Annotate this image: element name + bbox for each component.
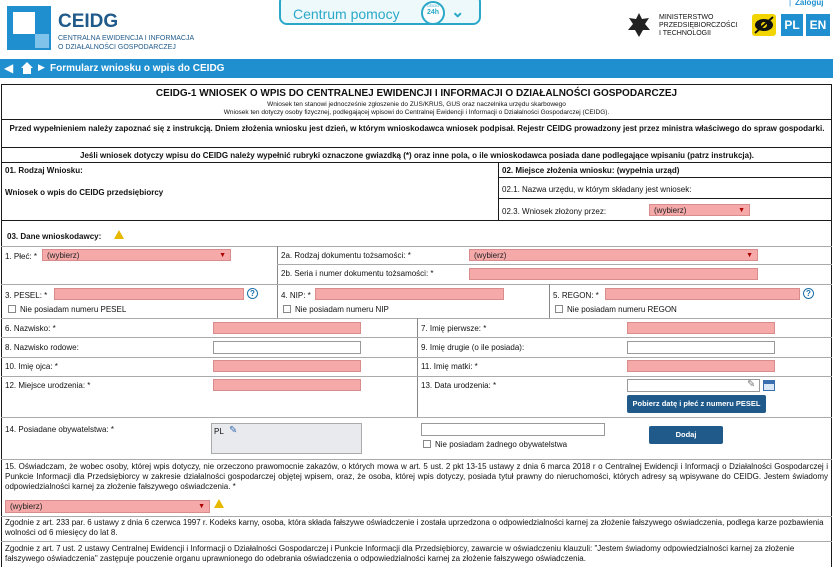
s023-select[interactable]	[649, 204, 750, 216]
login-link[interactable]: Zaloguj	[795, 0, 824, 7]
divider	[1, 376, 832, 377]
chevron-down-icon: ⌄	[451, 4, 465, 21]
nip-none-checkbox[interactable]	[283, 305, 291, 313]
obywatelstwo-none-label: Nie posiadam żadnego obywatelstwa	[435, 440, 568, 449]
breadcrumb-sep-icon: ▶	[38, 62, 45, 72]
back-arrow-icon[interactable]: ◀	[4, 61, 14, 75]
regon-label: 5. REGON: *	[553, 291, 599, 300]
ministry-name-2: PRZEDSIĘBIORCZOŚCI	[659, 22, 738, 29]
plec-select-value: (wybierz)	[47, 251, 80, 260]
frame-top	[1, 84, 832, 85]
site-header	[0, 0, 833, 57]
pesel-none-checkbox[interactable]	[8, 305, 16, 313]
form-subtitle-2: Wniosek ten dotyczy osoby fizycznej, podlegającej wpisowi do Centralnej Ewidencji i Informacji o Działalności Gospodarczej (CEIDG).	[223, 109, 610, 116]
help-center-button[interactable]	[279, 0, 481, 25]
regon-help-icon[interactable]: ?	[803, 288, 814, 299]
nip-none-label: Nie posiadam numeru NIP	[295, 305, 389, 314]
pesel-fill-button[interactable]: Pobierz datę i płeć z numeru PESEL	[627, 395, 766, 413]
form-title: CEIDG-1 WNIOSEK O WPIS DO CENTRALNEJ EWIDENCJI I INFORMACJI O DZIAŁALNOŚCI GOSPODARCZEJ	[155, 88, 678, 99]
law-note-2: Zgodnie z art. 7 ust. 2 ustawy Centralnej Ewidencji i Informacji o Działalności Gospodarczej i Punkcie Informacji dla Przedsiębiorcy, zawarcie w oświadczeniu klauzuli: "Jestem świadomy odpowiedzialności karnej za złożenie fałszywego oświadczenia" zastępuje pouczenie organu uprawnionego do odebrania oświadczenia o odpowiedzialności karnej za złożenie fałszywego oświadczenia.	[5, 544, 795, 563]
warning-icon	[114, 230, 124, 239]
obywatelstwo-label: 14. Posiadane obywatelstwa: *	[5, 425, 114, 434]
pesel-label: 3. PESEL: *	[5, 291, 48, 300]
data-urodzenia-input[interactable]	[627, 379, 760, 392]
frame-left	[1, 84, 2, 567]
nav-bar	[0, 59, 833, 78]
nazwisko-rodowe-label: 8. Nazwisko rodowe:	[5, 343, 79, 352]
doc-type-select-value: (wybierz)	[474, 251, 507, 260]
frame-right	[831, 84, 832, 567]
doc-type-label: 2a. Rodzaj dokumentu tożsamości: *	[281, 251, 411, 260]
ministry-emblem-icon	[626, 11, 652, 39]
home-icon[interactable]	[20, 61, 34, 75]
pencil-icon: ✎	[747, 379, 756, 390]
s15-statement: 15. Oświadczam, że wobec osoby, której wpis dotyczy, nie orzeczono prawomocnie zakazów, o których mowa w art. 5 ust. 2 pkt 13-15 ustawy z dnia 6 marca 2018 r o Centralnej Ewidencji i Informacji o Działalności Gospodarczej i Punkcie Informacji dla Przedsiębiorcy w zakresie działalności gospodarczej objętej wpisem, oraz, że osoba, której wpis dotyczy, posiada tytuł prawny do nieruchomości, których adresy są wpisywane do CEIDG. Jestem świadomy odpowiedzialności karnej za złożenie fałszywego oświadczenia. *	[5, 462, 828, 491]
plec-label: 1. Płeć: *	[5, 252, 38, 261]
nazwisko-input[interactable]	[213, 322, 361, 334]
pesel-none-label: Nie posiadam numeru PESEL	[20, 305, 127, 314]
divider	[417, 318, 418, 417]
miejsce-urodzenia-input[interactable]	[213, 379, 361, 391]
imie-matki-label: 11. Imię matki: *	[421, 362, 478, 371]
law-note-1: Zgodnie z art. 233 par. 6 ustawy z dnia 6 czerwca 1997 r. Kodeks karny, osoba, która składa fałszywe oświadczenie i została uprzedzona o odpowiedzialności karnej za złożenie fałszywego oświadczenia, podlega karze pozbawienia wolności od 6 miesięcy do lat 8.	[5, 518, 824, 537]
regon-none-label: Nie posiadam numeru REGON	[567, 305, 677, 314]
divider	[1, 516, 832, 517]
imie-matki-input[interactable]	[627, 360, 775, 372]
nazwisko-rodowe-input[interactable]	[213, 341, 361, 354]
nip-input[interactable]	[315, 288, 504, 300]
s15-warning-icon	[214, 499, 224, 508]
obywatelstwo-input[interactable]	[421, 423, 605, 436]
divider	[1, 246, 832, 247]
divider	[498, 198, 832, 199]
divider	[1, 541, 832, 542]
form-subtitle-1: Wniosek ten stanowi jednocześnie zgłoszenie do ZUS/KRUS, GUS oraz naczelnika urzędu skarbowego	[267, 101, 566, 108]
nazwisko-label: 6. Nazwisko: *	[5, 324, 56, 333]
miejsce-urodzenia-label: 12. Miejsce urodzenia: *	[5, 381, 91, 390]
imie2-label: 9. Imię drugie (o ile posiada):	[421, 343, 525, 352]
divider	[1, 119, 832, 120]
s15-select[interactable]	[5, 500, 210, 513]
calendar-icon[interactable]	[763, 380, 775, 391]
divider	[1, 417, 832, 418]
ministry-name-3: I TECHNOLOGII	[659, 30, 711, 37]
dodaj-button[interactable]: Dodaj	[649, 426, 723, 444]
pesel-input[interactable]	[54, 288, 244, 300]
s023-label: 02.3. Wniosek złożony przez:	[502, 207, 607, 216]
divider	[277, 246, 278, 318]
plec-select[interactable]	[42, 249, 231, 261]
clock-24h-icon	[421, 1, 445, 25]
divider	[1, 459, 832, 460]
divider	[277, 264, 832, 265]
login-separator: |	[789, 0, 792, 7]
ceidg-logo-icon	[5, 4, 53, 52]
pesel-help-icon[interactable]: ?	[247, 288, 258, 299]
s023-select-value: (wybierz)	[654, 206, 687, 215]
s02-title: 02. Miejsce złożenia wniosku: (wypełnia urząd)	[502, 166, 680, 175]
divider	[1, 357, 832, 358]
imie2-input[interactable]	[627, 341, 775, 354]
s021-label: 02.1. Nazwa urzędu, w którym składany jest wniosek:	[502, 185, 692, 194]
obywatelstwo-item: PL	[214, 427, 224, 436]
doc-number-input[interactable]	[469, 268, 758, 280]
clock-badge-top: CEIDG	[426, 3, 440, 8]
ministry-name-1: MINISTERSTWO	[659, 14, 714, 21]
lang-en-button[interactable]: EN	[806, 14, 830, 36]
doc-number-label: 2b. Seria i numer dokumentu tożsamości: *	[281, 269, 434, 278]
obywatelstwo-list	[211, 423, 362, 454]
divider	[1, 284, 832, 285]
nip-label: 4. NIP: *	[281, 291, 311, 300]
imie1-label: 7. Imię pierwsze: *	[421, 324, 487, 333]
s01-value: Wniosek o wpis do CEIDG przedsiębiorcy	[5, 188, 164, 197]
regon-none-checkbox[interactable]	[555, 305, 563, 313]
dropdown-arrow-icon: ▼	[746, 252, 753, 259]
imie-ojca-label: 10. Imię ojca: *	[5, 362, 58, 371]
divider	[1, 337, 832, 338]
help-center-label: Centrum pomocy	[293, 6, 400, 22]
divider	[498, 177, 832, 178]
divider	[1, 162, 832, 163]
logo-subtext-2: O DZIAŁALNOŚCI GOSPODARCZEJ	[58, 44, 176, 51]
doc-type-select[interactable]	[469, 249, 758, 261]
imie1-input[interactable]	[627, 322, 775, 334]
divider	[549, 284, 550, 318]
notice-instructions: Przed wypełnieniem należy zapoznać się z instrukcją. Dniem złożenia wniosku jest dzień, w którym wnioskodawca wniosek podpisał. Rejestr CEIDG prowadzony jest przez ministra właściwego do spraw gospodarki.	[9, 124, 825, 133]
divider	[498, 162, 499, 220]
imie-ojca-input[interactable]	[213, 360, 361, 372]
divider	[1, 220, 832, 221]
logo-subtext-1: CENTRALNA EWIDENCJA I INFORMACJA	[58, 35, 195, 42]
dropdown-arrow-icon: ▼	[198, 503, 205, 510]
page-title: Formularz wniosku o wpis do CEIDG	[50, 63, 225, 74]
dropdown-arrow-icon: ▼	[738, 207, 745, 214]
regon-input[interactable]	[605, 288, 800, 300]
ceidg-logo[interactable]	[5, 4, 210, 52]
notice-required: Jeśli wniosek dotyczy wpisu do CEIDG należy wypełnić rubryki oznaczone gwiazdką (*) oraz inne pola, o ile wnioskodawca posiada dane podlegające wpisaniu (patrz instrukcja).	[80, 151, 754, 160]
lang-pl-button[interactable]: PL	[781, 14, 803, 36]
data-urodzenia-label: 13. Data urodzenia: *	[421, 381, 497, 390]
clock-badge-text: 24h	[426, 9, 440, 16]
logo-text: CEIDG	[58, 11, 119, 32]
s01-title: 01. Rodzaj Wniosku:	[5, 166, 83, 175]
s03-title: 03. Dane wnioskodawcy:	[7, 232, 102, 241]
s15-select-value: (wybierz)	[10, 502, 43, 511]
divider	[1, 147, 832, 148]
dropdown-arrow-icon: ▼	[219, 252, 226, 259]
obywatelstwo-none-checkbox[interactable]	[423, 440, 431, 448]
edit-pencil-icon[interactable]: ✎	[229, 425, 238, 436]
accessibility-eye-icon[interactable]	[752, 14, 776, 36]
